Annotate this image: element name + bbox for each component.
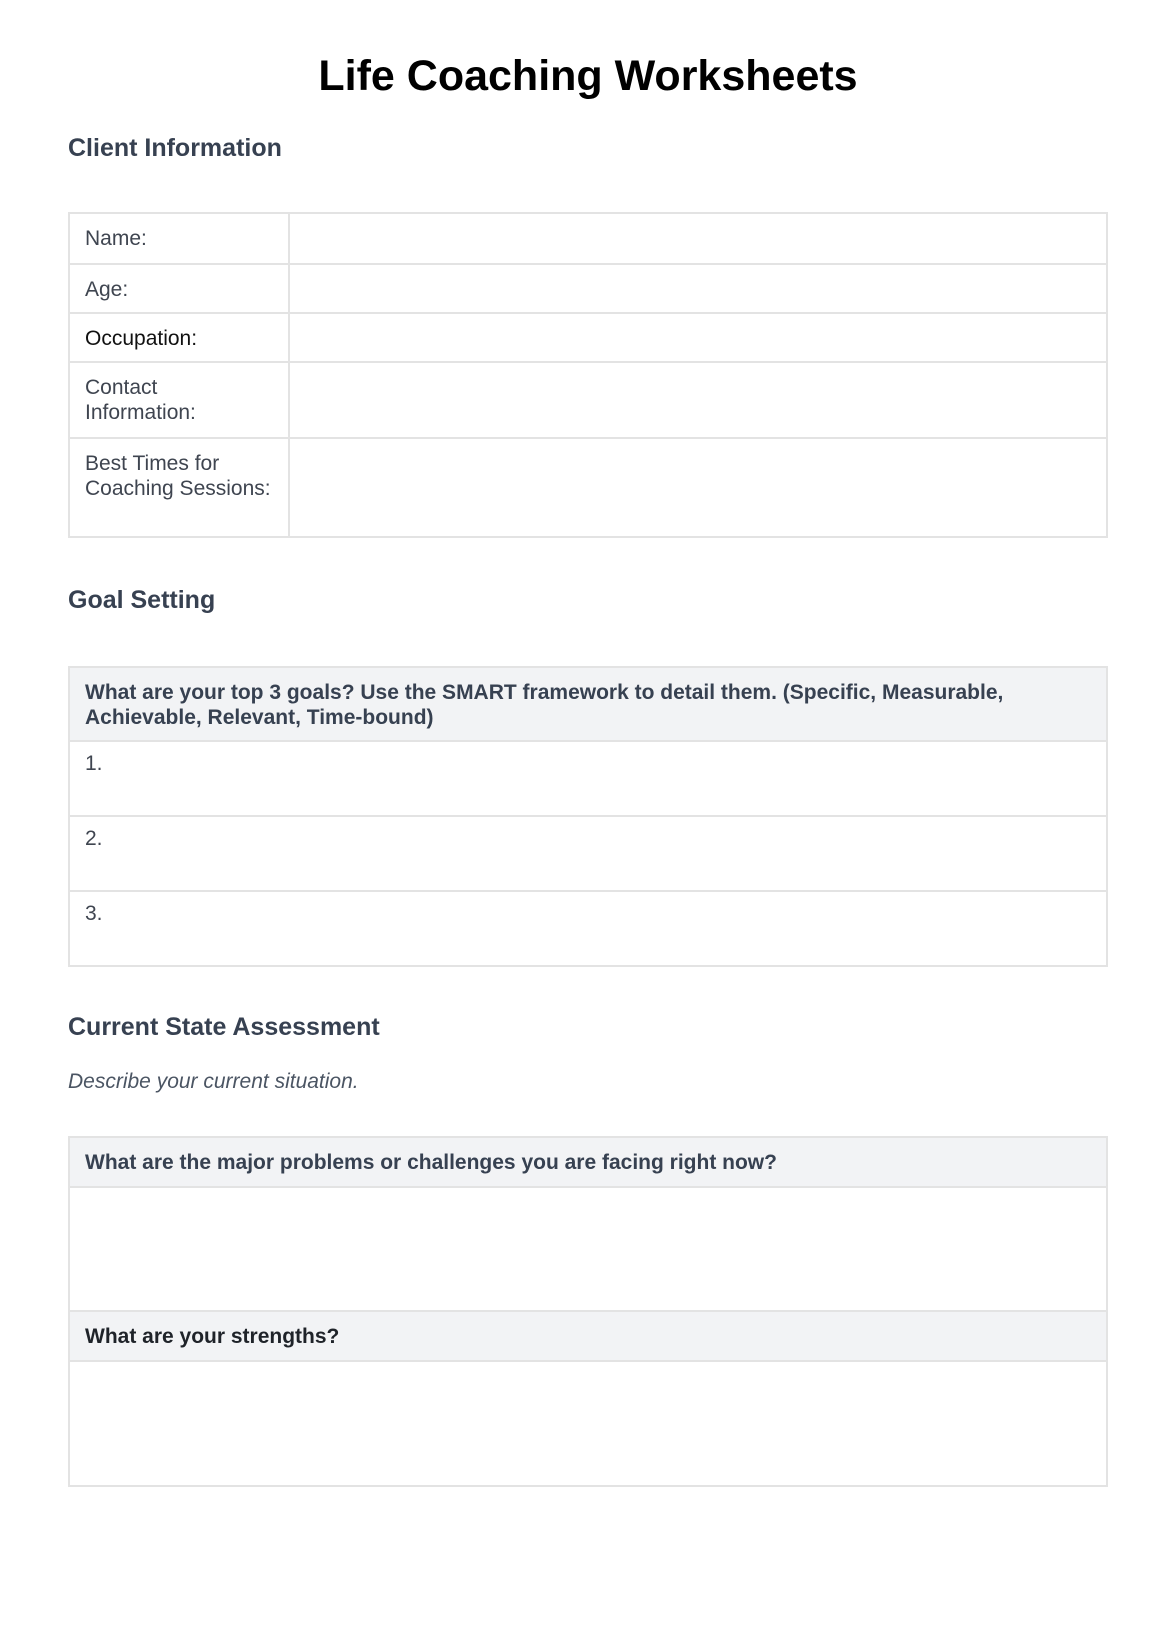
age-field[interactable] <box>289 264 1107 313</box>
client-info-table <box>68 212 1108 538</box>
current-state-intro: Describe your current situation. <box>68 1070 359 1093</box>
name-label: Name: <box>69 213 289 264</box>
goals-table <box>68 666 1108 967</box>
name-field[interactable] <box>289 213 1107 264</box>
age-label: Age: <box>69 264 289 313</box>
strengths-answer[interactable] <box>69 1361 1107 1486</box>
best-times-label: Best Times for Coaching Sessions: <box>69 438 289 537</box>
occupation-label: Occupation: <box>69 313 289 362</box>
contact-label: Contact Information: <box>69 362 289 438</box>
current-state-heading: Current State Assessment <box>68 1013 380 1041</box>
best-times-field[interactable] <box>289 438 1107 537</box>
challenges-question: What are the major problems or challenges you are facing right now? <box>69 1137 1107 1187</box>
challenges-answer[interactable] <box>69 1187 1107 1311</box>
goal-setting-heading: Goal Setting <box>68 586 216 614</box>
page-title: Life Coaching Worksheets <box>318 52 858 100</box>
occupation-field[interactable] <box>289 313 1107 362</box>
client-info-heading: Client Information <box>68 134 282 162</box>
contact-field[interactable] <box>289 362 1107 438</box>
goals-question: What are your top 3 goals? Use the SMART framework to detail them. (Specific, Measurable, Achievable, Relevant, Time-bound) <box>69 667 1107 741</box>
goal-item-1[interactable]: 1. <box>69 741 1107 816</box>
strengths-question: What are your strengths? <box>69 1311 1107 1361</box>
goal-item-3[interactable]: 3. <box>69 891 1107 966</box>
current-state-table <box>68 1136 1108 1487</box>
goal-item-2[interactable]: 2. <box>69 816 1107 891</box>
